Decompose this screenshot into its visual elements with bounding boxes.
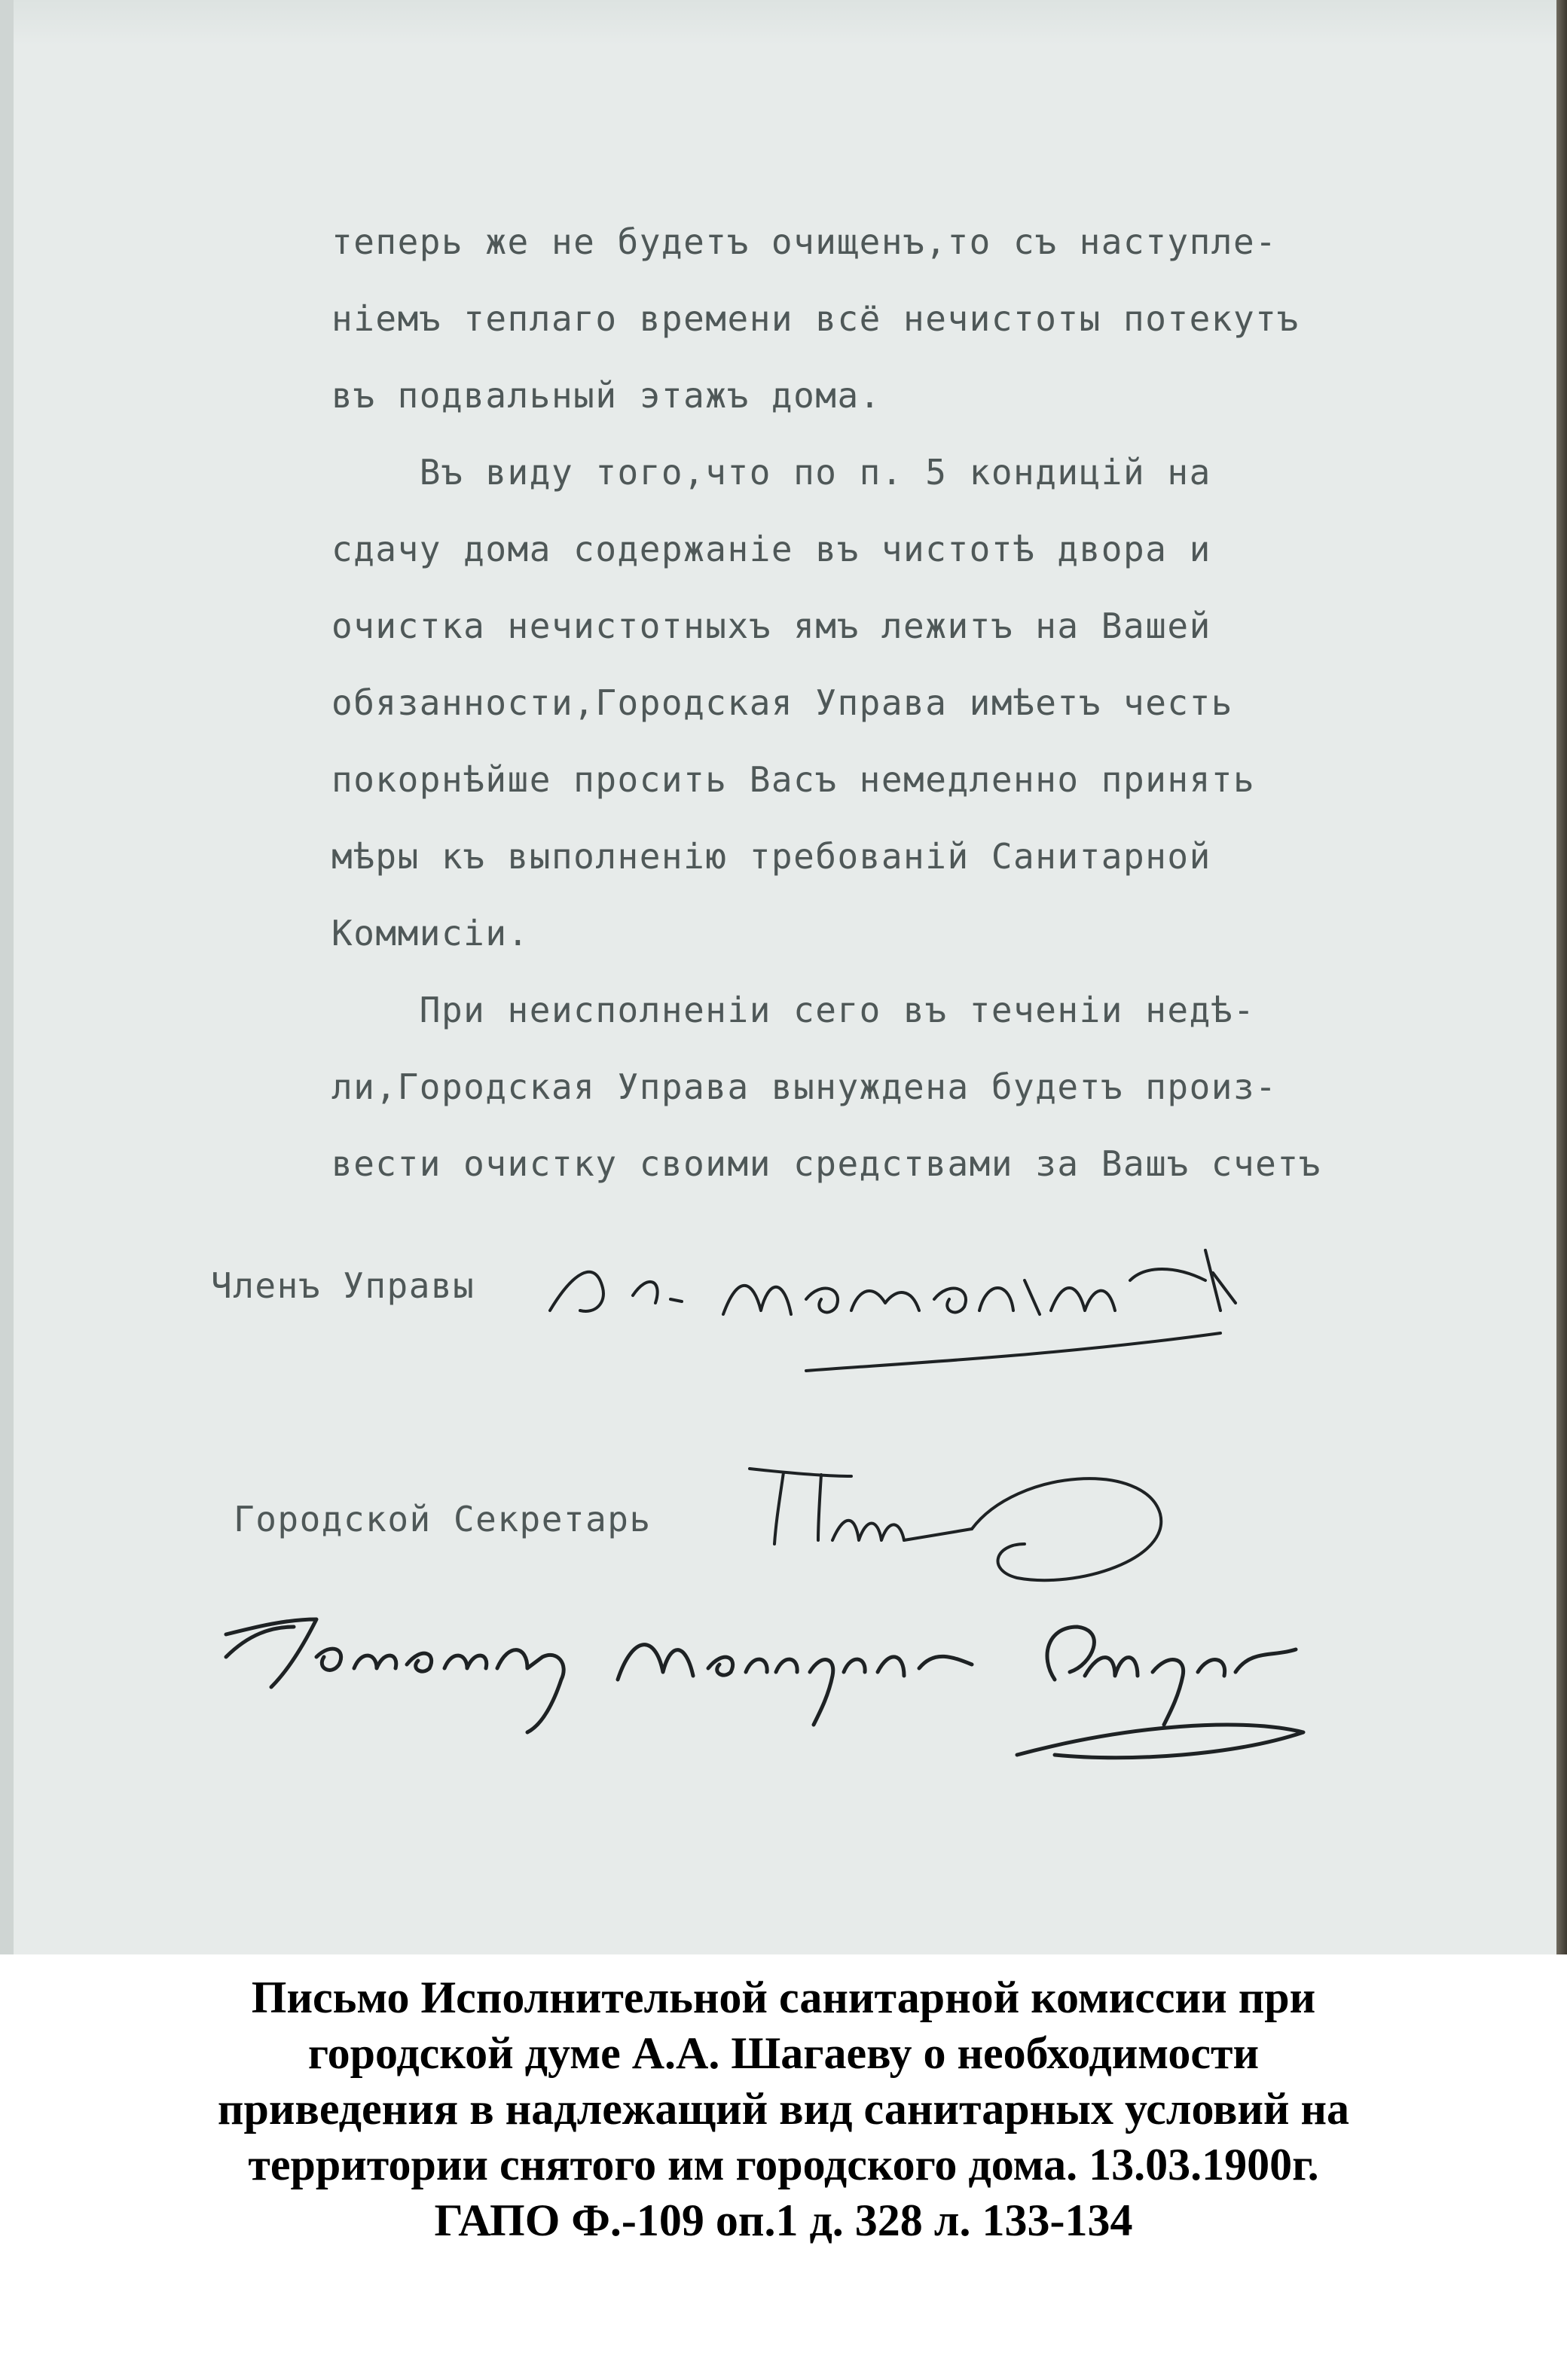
body-line: обязанности,Городская Управа имѣетъ честь [331,682,1233,723]
body-line: покорнѣйше просить Васъ немедленно принять [331,759,1256,800]
signature-1-handwriting [550,1250,1236,1371]
body-line: сдачу дома содержаніе въ чистотѣ двора и [331,529,1211,569]
caption-line: ГАПО Ф.-109 оп.1 д. 328 л. 133-134 [434,2195,1133,2245]
body-line: вести очистку своими средствами за Вашъ счетъ [331,1143,1321,1184]
caption-line: территории снятого им городского дома. 13.03.1900г. [248,2140,1319,2189]
body-line: ли,Городская Управа вынуждена будетъ произ- [331,1066,1278,1107]
body-line: очистка нечистотныхъ ямъ лежитъ на Вашей [331,606,1211,646]
signature-3-handwriting [226,1619,1303,1758]
body-line: Въ виду того,что по п. 5 кондицій на [331,452,1211,493]
image-caption [0,1970,1567,2248]
body-line: При неисполненіи сего въ теченіи недѣ- [331,990,1256,1030]
signature-2-label: Городской Секретарь [234,1499,652,1539]
body-line: ніемъ теплаго времени всё нечистоты потекутъ [331,298,1300,339]
caption-line: приведения в надлежащий вид санитарных условий на [217,2084,1350,2134]
body-line: Коммисіи. [331,913,530,954]
caption-line: Письмо Исполнительной санитарной комиссии при [251,1973,1316,2022]
body-line: мѣры къ выполненію требованій Санитарной [331,836,1211,877]
signature-1-label: Членъ Управы [211,1265,475,1306]
caption-line: городской думе А.А. Шагаеву о необходимости [307,2028,1260,2078]
signature-2-handwriting [750,1469,1161,1580]
body-line: теперь же не будетъ очищенъ,то съ наступле- [331,221,1278,262]
body-line: въ подвальный этажъ дома. [331,375,881,416]
